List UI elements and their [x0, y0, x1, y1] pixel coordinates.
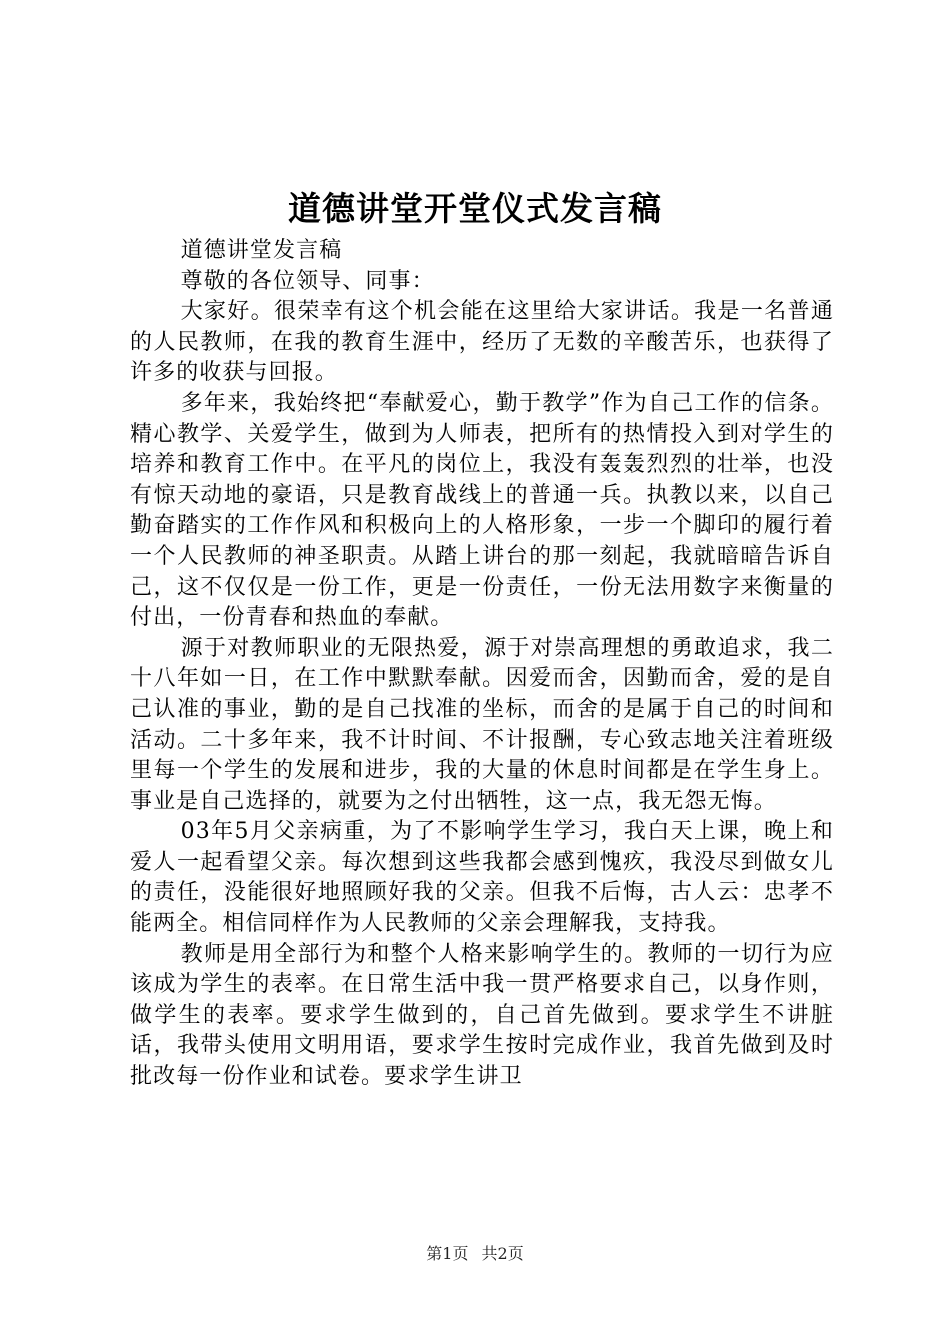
page-footer	[0, 1243, 950, 1265]
document-body	[130, 236, 834, 1093]
paragraph: 教师是用全部行为和整个人格来影响学生的。教师的一切行为应该成为学生的表率。在日常生活中我一贯严格要求自己，以身作则，做学生的表率。要求学生做到的，自己首先做到。要求学生不讲脏话，我带头使用文明用语，要求学生按时完成作业，我首先做到及时批改每一份作业和试卷。要求学生讲卫	[130, 941, 834, 1090]
paragraph: 03年5月父亲病重，为了不影响学生学习，我白天上课，晚上和爱人一起看望父亲。每次想到这些我都会感到愧疚，我没尽到做女儿的责任，没能很好地照顾好我的父亲。但我不后悔，古人云：忠孝不能两全。相信同样作为人民教师的父亲会理解我，支持我。	[130, 819, 834, 937]
document-title: 道德讲堂开堂仪式发言稿	[288, 189, 662, 228]
paragraph-salutation: 尊敬的各位领导、同事：	[180, 268, 435, 294]
page-total: 共2页	[481, 1244, 524, 1263]
paragraph: 多年来，我始终把“奉献爱心，勤于教学”作为自己工作的信条。精心教学、关爱学生，做到为人师表，把所有的热情投入到对学生的培养和教育工作中。在平凡的岗位上，我没有轰轰烈烈的壮举，也没有惊天动地的豪语，只是教育战线上的普通一兵。执教以来，以自己勤奋踏实的工作作风和积极向上的人格形象，一步一个脚印的履行着一个人民教师的神圣职责。从踏上讲台的那一刻起，我就暗暗告诉自己，这不仅仅是一份工作，更是一份责任，一份无法用数字来衡量的付出，一份青春和热血的奉献。	[130, 390, 834, 631]
paragraph: 大家好。很荣幸有这个机会能在这里给大家讲话。我是一名普通的人民教师，在我的教育生涯中，经历了无数的辛酸苦乐，也获得了许多的收获与回报。	[130, 299, 834, 386]
page-number: 第1页	[426, 1244, 469, 1263]
paragraph-subtitle: 道德讲堂发言稿	[180, 238, 343, 263]
paragraph: 源于对教师职业的无限热爱，源于对崇高理想的勇敢追求，我二十八年如一日，在工作中默默奉献。因爱而舍，因勤而舍，爱的是自己认准的事业，勤的是自己找准的坐标，而舍的是属于自己的时间和活动。二十多年来，我不计时间、不计报酬，专心致志地关注着班级里每一个学生的发展和进步，我的大量的休息时间都是在学生身上。事业是自己选择的，就要为之付出牺牲，这一点，我无怨无悔。	[130, 635, 834, 814]
